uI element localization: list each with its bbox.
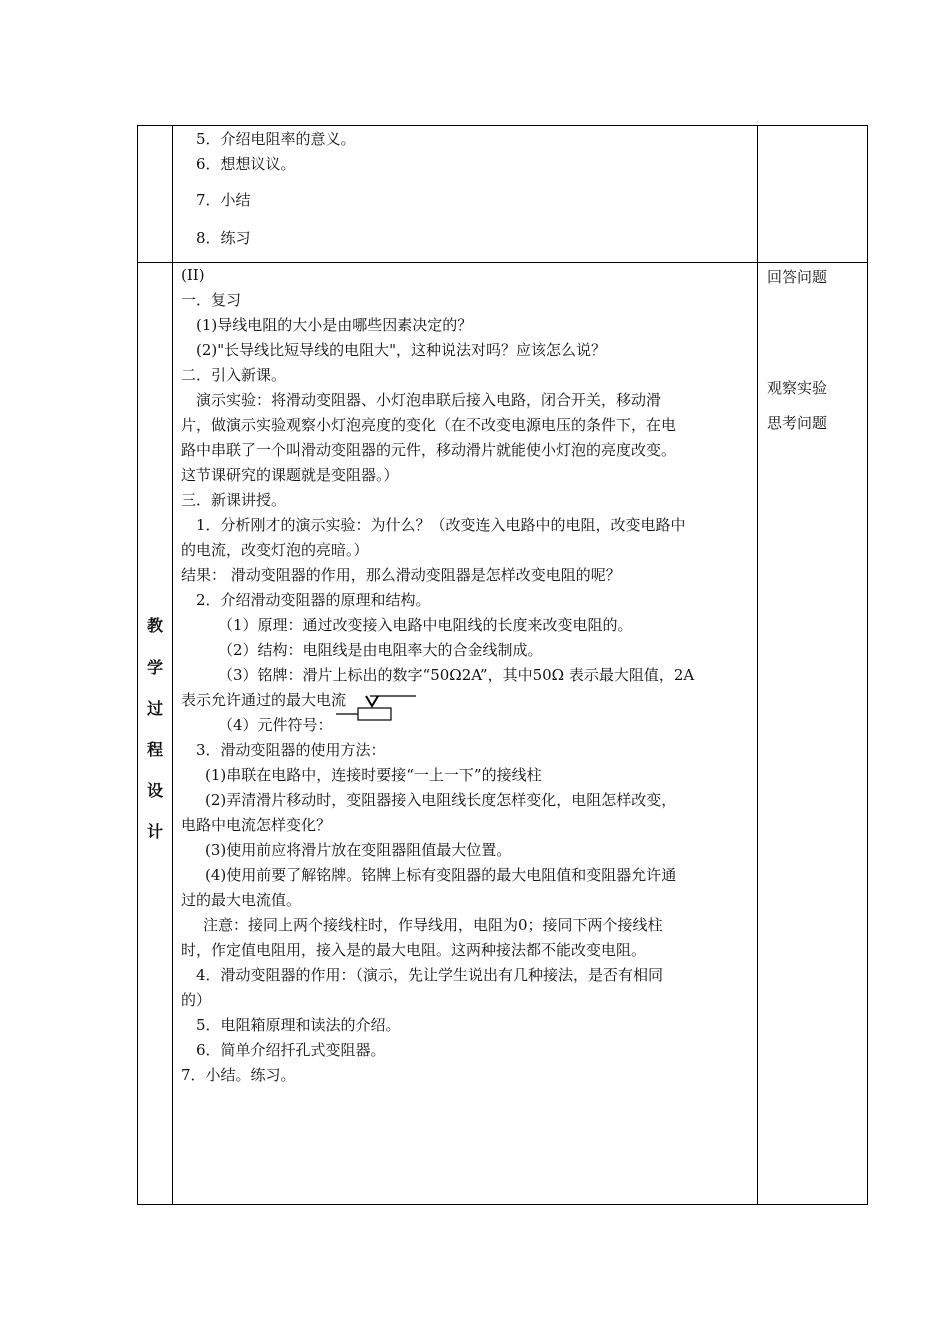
content-line: 片，做演示实验观察小灯泡亮度的变化（在不改变电源电压的条件下，在电 — [181, 416, 677, 434]
vertical-label-char: 程 — [146, 740, 163, 759]
content-line: （3）铭牌：滑片上标出的数字“50Ω2A”，其中50Ω 表示最大阻值，2A — [218, 666, 695, 684]
rheostat-symbol-icon — [334, 692, 420, 724]
content-line: （4）元件符号： — [218, 716, 333, 734]
student-activity: 观察实验 — [767, 379, 828, 397]
content-line: 结果： 滑动变阻器的作用，那么滑动变阻器是怎样改变电阻的呢？ — [181, 566, 621, 584]
content-line: 2．介绍滑动变阻器的原理和结构。 — [196, 591, 431, 609]
table-row-divider — [137, 262, 868, 263]
content-line: （1）原理：通过改变接入电路中电阻线的长度来改变电阻的。 — [218, 616, 633, 634]
content-line: 演示实验：将滑动变阻器、小灯泡串联后接入电路，闭合开关，移动滑 — [196, 391, 662, 409]
vertical-label-char: 学 — [146, 658, 163, 677]
content-line: 的） — [181, 991, 212, 1009]
content-line: (3)使用前应将滑片放在变阻器阻值最大位置。 — [205, 841, 512, 859]
content-line: 1．分析刚才的演示实验：为什么？（改变连入电路中的电阻，改变电路中 — [196, 516, 686, 534]
top-item-7: 7．小结 — [196, 191, 251, 209]
content-line: 路中串联了一个叫滑动变阻器的元件，移动滑片就能使小灯泡的亮度改变。 — [181, 441, 677, 459]
top-item-6: 6．想想议议。 — [196, 155, 296, 173]
content-line: (2)"长导线比短导线的电阻大"，这种说法对吗？应该怎么说？ — [196, 341, 607, 359]
content-line: 一．复习 — [181, 291, 242, 309]
content-line: (2)弄清滑片移动时，变阻器接入电阻线长度怎样变化，电阻怎样改变， — [205, 791, 677, 809]
table-top-border — [137, 125, 868, 126]
content-line: 时，作定值电阻用，接入是的最大电阻。这两种接法都不能改变电阻。 — [181, 941, 647, 959]
content-line: 的电流，改变灯泡的亮暗。） — [181, 541, 369, 559]
table-bottom-border — [137, 1204, 868, 1205]
vertical-label-char: 过 — [146, 699, 163, 718]
student-activity: 回答问题 — [767, 268, 828, 286]
student-activity: 思考问题 — [767, 414, 828, 432]
content-line: （2）结构：电阻线是由电阻率大的合金线制成。 — [218, 641, 543, 659]
content-line: 4．滑动变阻器的作用：（演示，先让学生说出有几种接法，是否有相同 — [196, 966, 664, 984]
top-item-5: 5．介绍电阻率的意义。 — [196, 130, 356, 148]
content-line: (II) — [181, 266, 205, 284]
content-line: 二．引入新课。 — [181, 366, 287, 384]
top-item-8: 8．练习 — [196, 229, 251, 247]
content-line: 6．简单介绍扦孔式变阻器。 — [196, 1041, 386, 1059]
content-line: (1)导线电阻的大小是由哪些因素决定的？ — [196, 316, 473, 334]
content-line: 电路中电流怎样变化？ — [181, 816, 332, 834]
content-line: 表示允许通过的最大电流 — [181, 691, 347, 709]
content-line: (1)串联在电路中，连接时要接“一上一下”的接线柱 — [205, 766, 542, 784]
vertical-label-char: 教 — [146, 616, 163, 635]
content-line: 5．电阻箱原理和读法的介绍。 — [196, 1016, 401, 1034]
vertical-label-char: 设 — [146, 781, 163, 800]
content-line: 7．小结。练习。 — [181, 1066, 296, 1084]
content-line: 过的最大电流值。 — [181, 891, 302, 909]
content-line: 3．滑动变阻器的使用方法： — [196, 741, 386, 759]
content-line: 注意：接同上两个接线柱时，作导线用，电阻为0；接同下两个接线柱 — [203, 916, 663, 934]
table-right-border — [867, 125, 868, 1205]
content-line: 三．新课讲授。 — [181, 491, 287, 509]
content-line: 这节课研究的课题就是变阻器。） — [181, 466, 399, 484]
vertical-label-char: 计 — [146, 822, 163, 841]
table-col-divider-2 — [757, 125, 758, 1205]
content-line: (4)使用前要了解铭牌。铭牌上标有变阻器的最大电阻值和变阻器允许通 — [205, 866, 677, 884]
